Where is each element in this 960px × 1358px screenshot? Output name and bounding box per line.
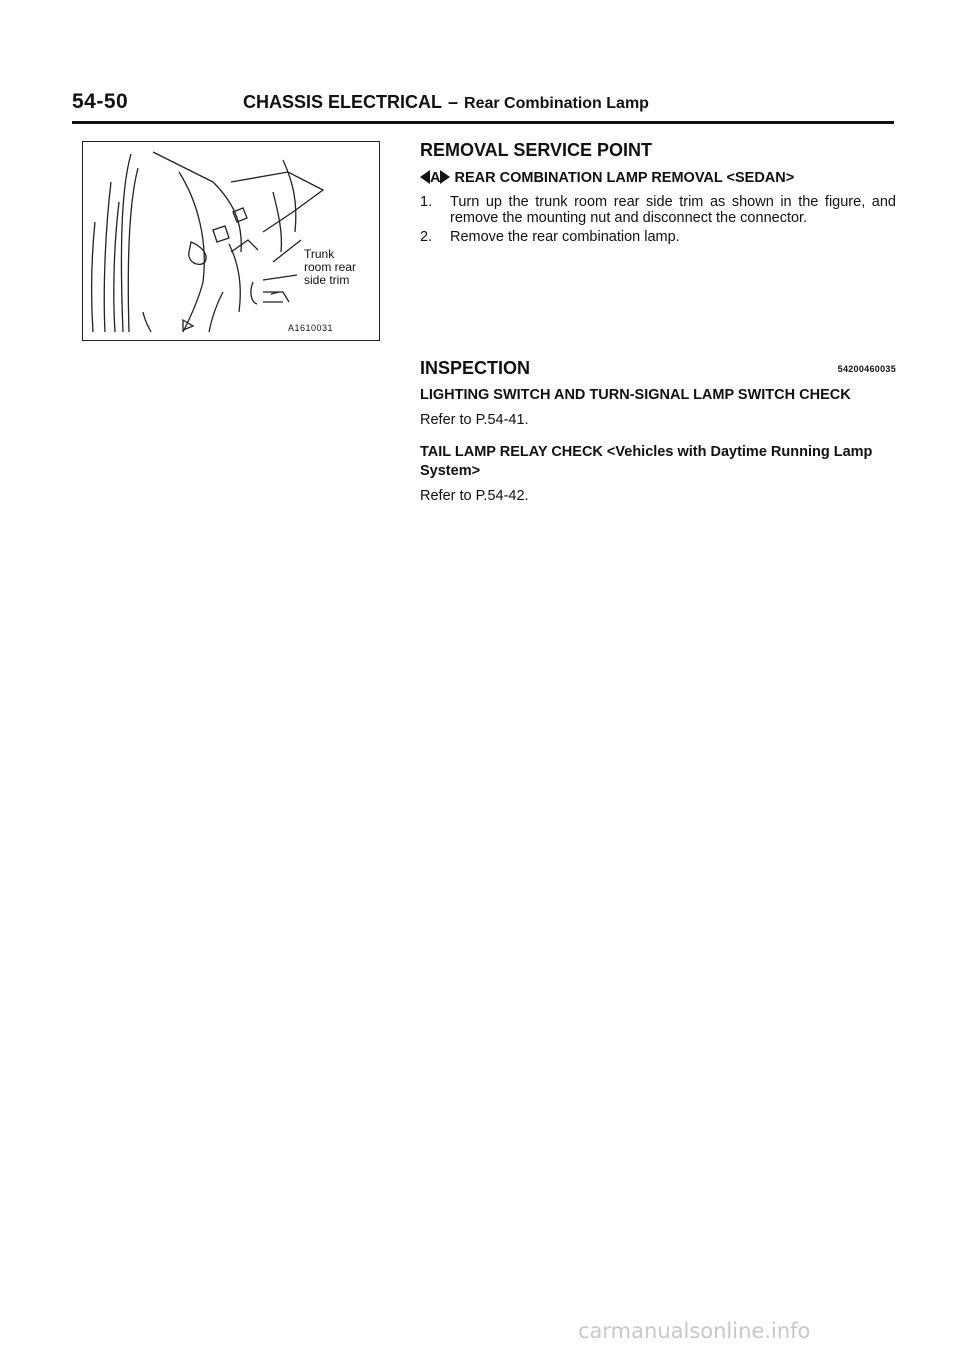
- header-rule: [72, 121, 894, 124]
- removal-subheading: REAR COMBINATION LAMP REMOVAL <SEDAN>: [454, 170, 795, 186]
- inspection-code: 54200460035: [837, 364, 896, 374]
- section-title: [243, 92, 649, 113]
- page-number: 54-50: [72, 90, 129, 113]
- arrow-left-icon: [420, 170, 430, 184]
- callout-line: Trunk: [304, 247, 335, 261]
- title-separator: –: [448, 92, 459, 112]
- removal-heading: REMOVAL SERVICE POINT: [420, 140, 653, 160]
- step-text: Turn up the trunk room rear side trim as shown in the figure, and remove the mounting nut and disconnect the connector.: [450, 194, 896, 226]
- subsection-name: Rear Combination Lamp: [464, 95, 649, 112]
- arrow-right-icon: [440, 170, 450, 184]
- trim-illustration: [82, 141, 380, 341]
- figure-id: A1610031: [288, 323, 334, 333]
- service-marker-letter: A: [430, 170, 441, 186]
- inspection-item-title: LIGHTING SWITCH AND TURN-SIGNAL LAMP SWITCH CHECK: [420, 387, 851, 403]
- section-name: CHASSIS ELECTRICAL: [243, 92, 443, 112]
- removal-subheading-row: [420, 169, 896, 188]
- inspection-heading: INSPECTION: [420, 358, 531, 378]
- step-number: 1.: [420, 194, 433, 210]
- trim-drawing: [83, 142, 380, 341]
- list-item: [420, 229, 896, 245]
- inspection-item-ref: Refer to P.54-42.: [420, 488, 529, 504]
- step-number: 2.: [420, 229, 433, 245]
- removal-section: [420, 140, 896, 245]
- inspection-heading-row: [420, 358, 896, 382]
- step-text: Remove the rear combination lamp.: [450, 229, 680, 245]
- list-item: [420, 194, 896, 226]
- inspection-item-title: TAIL LAMP RELAY CHECK <Vehicles with Daytime Running Lamp System>: [420, 444, 873, 479]
- callout-line: room rear: [304, 260, 357, 274]
- watermark: carmanualsonline.info: [578, 1319, 811, 1343]
- trim-callout: [304, 248, 356, 287]
- page-header: [72, 90, 894, 130]
- inspection-section: [420, 358, 896, 506]
- callout-line: side trim: [304, 273, 350, 287]
- inspection-item-ref: Refer to P.54-41.: [420, 412, 529, 428]
